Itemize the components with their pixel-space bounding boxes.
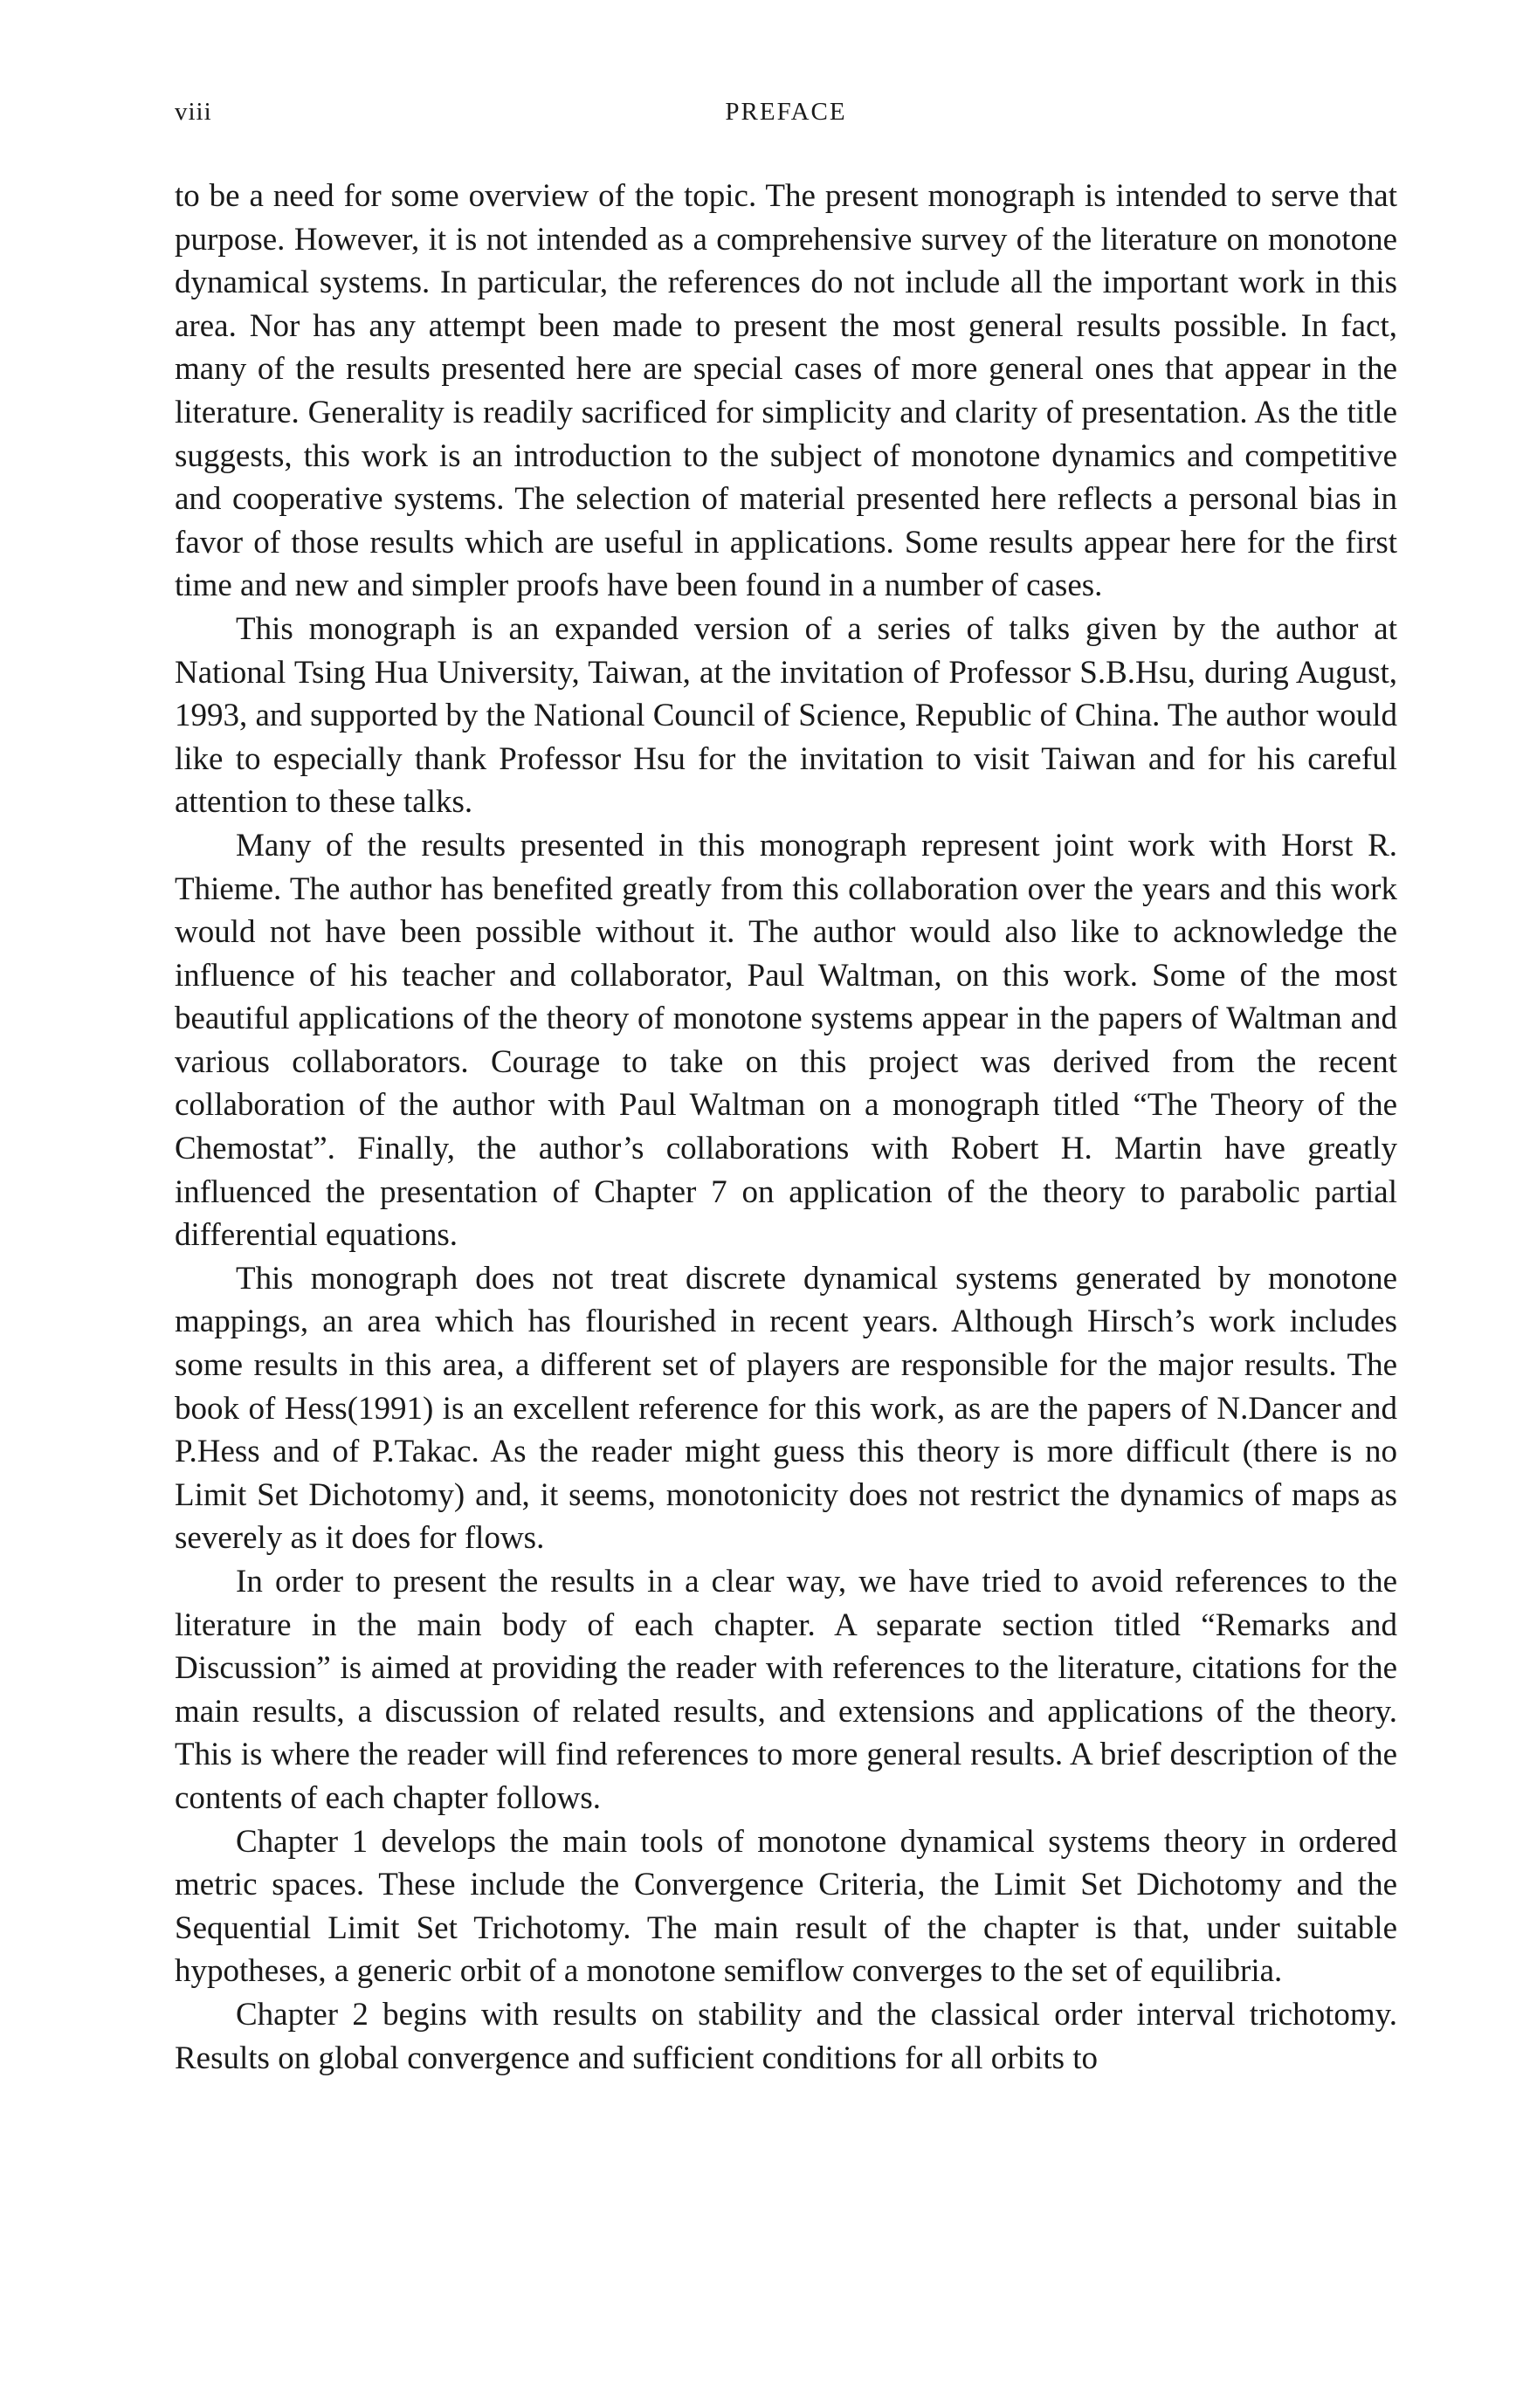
paragraph-acknowledgements: Many of the results presented in this monograph represent joint work with Horst R. Thieme. The author has benefited greatly from this collaboration over the years and this work would not have been possible without it. The author would also like to acknowledge the influence of his teacher and collaborator, Paul Waltman, on this work. Some of the most beautiful applications of the theory of monotone systems appear in the papers of Waltman and various collaborators. Courage to take on this project was derived from the recent collaboration of the author with Paul Waltman on a monograph titled “The Theory of the Chemostat”. Finally, the author’s collaborations with Robert H. Martin have greatly influenced the presentation of Chapter 7 on application of the theory to parabolic partial differential equations. <box>175 827 1397 1254</box>
paragraph-continuation: to be a need for some overview of the topic. The present monograph is intended to serve that purpose. However, it is not intended as a comprehensive survey of the literature on monotone dynamical systems. In particular, the references do not include all the important work in this area. Nor has any attempt been made to present the most general results possible. In fact, many of the results presented here are special cases of more general ones that appear in the literature. Generality is readily sacrificed for simplicity and clarity of presentation. As the title suggests, this work is an introduction to the subject of monotone dynamics and competitive and cooperative systems. The selection of material presented here reflects a personal bias in favor of those results which are useful in applications. Some results appear here for the first time and new and simpler proofs have been found in a number of cases. <box>175 178 1397 604</box>
paragraph-discrete-systems: This monograph does not treat discrete dynamical systems generated by monotone mappings, an area which has flourished in recent years. Although Hirsch’s work includes some results in this area, a different set of players are responsible for the major results. The book of Hess(1991) is an excellent reference for this work, as are the papers of N.Dancer and P.Hess and of P.Takac. As the reader might guess this theory is more difficult (there is no Limit Set Dichotomy) and, it seems, monotonicity does not restrict the dynamics of maps as severely as it does for flows. <box>175 1260 1397 1557</box>
preface-body <box>175 175 1397 2080</box>
page-number: viii <box>175 98 212 126</box>
paragraph-chapter-1: Chapter 1 develops the main tools of monotone dynamical systems theory in ordered metric spaces. These include the Convergence Criteria, the Limit Set Dichotomy and the Sequential Limit Set Trichotomy. The main result of the chapter is that, under suitable hypotheses, a generic orbit of a monotone semiflow converges to the set of equilibria. <box>175 1823 1397 1990</box>
paragraph-remarks-discussion: In order to present the results in a clear way, we have tried to avoid references to the literature in the main body of each chapter. A separate section titled “Remarks and Discussion” is aimed at providing the reader with references to the literature, citations for the main results, a discussion of related results, and extensions and applications of the theory. This is where the reader will find references to more general results. A brief description of the contents of each chapter follows. <box>175 1564 1397 1816</box>
paragraph-chapter-2: Chapter 2 begins with results on stability and the classical order interval trichotomy. Results on global convergence and sufficient conditions for all orbits to <box>175 1996 1397 2076</box>
running-header <box>175 98 1397 133</box>
paragraph-talks-taiwan: This monograph is an expanded version of a series of talks given by the author at National Tsing Hua University, Taiwan, at the invitation of Professor S.B.Hsu, during August, 1993, and supported by the National Council of Science, Republic of China. The author would like to especially thank Professor Hsu for the invitation to visit Taiwan and for his careful attention to these talks. <box>175 610 1397 821</box>
running-title: PREFACE <box>725 98 847 126</box>
